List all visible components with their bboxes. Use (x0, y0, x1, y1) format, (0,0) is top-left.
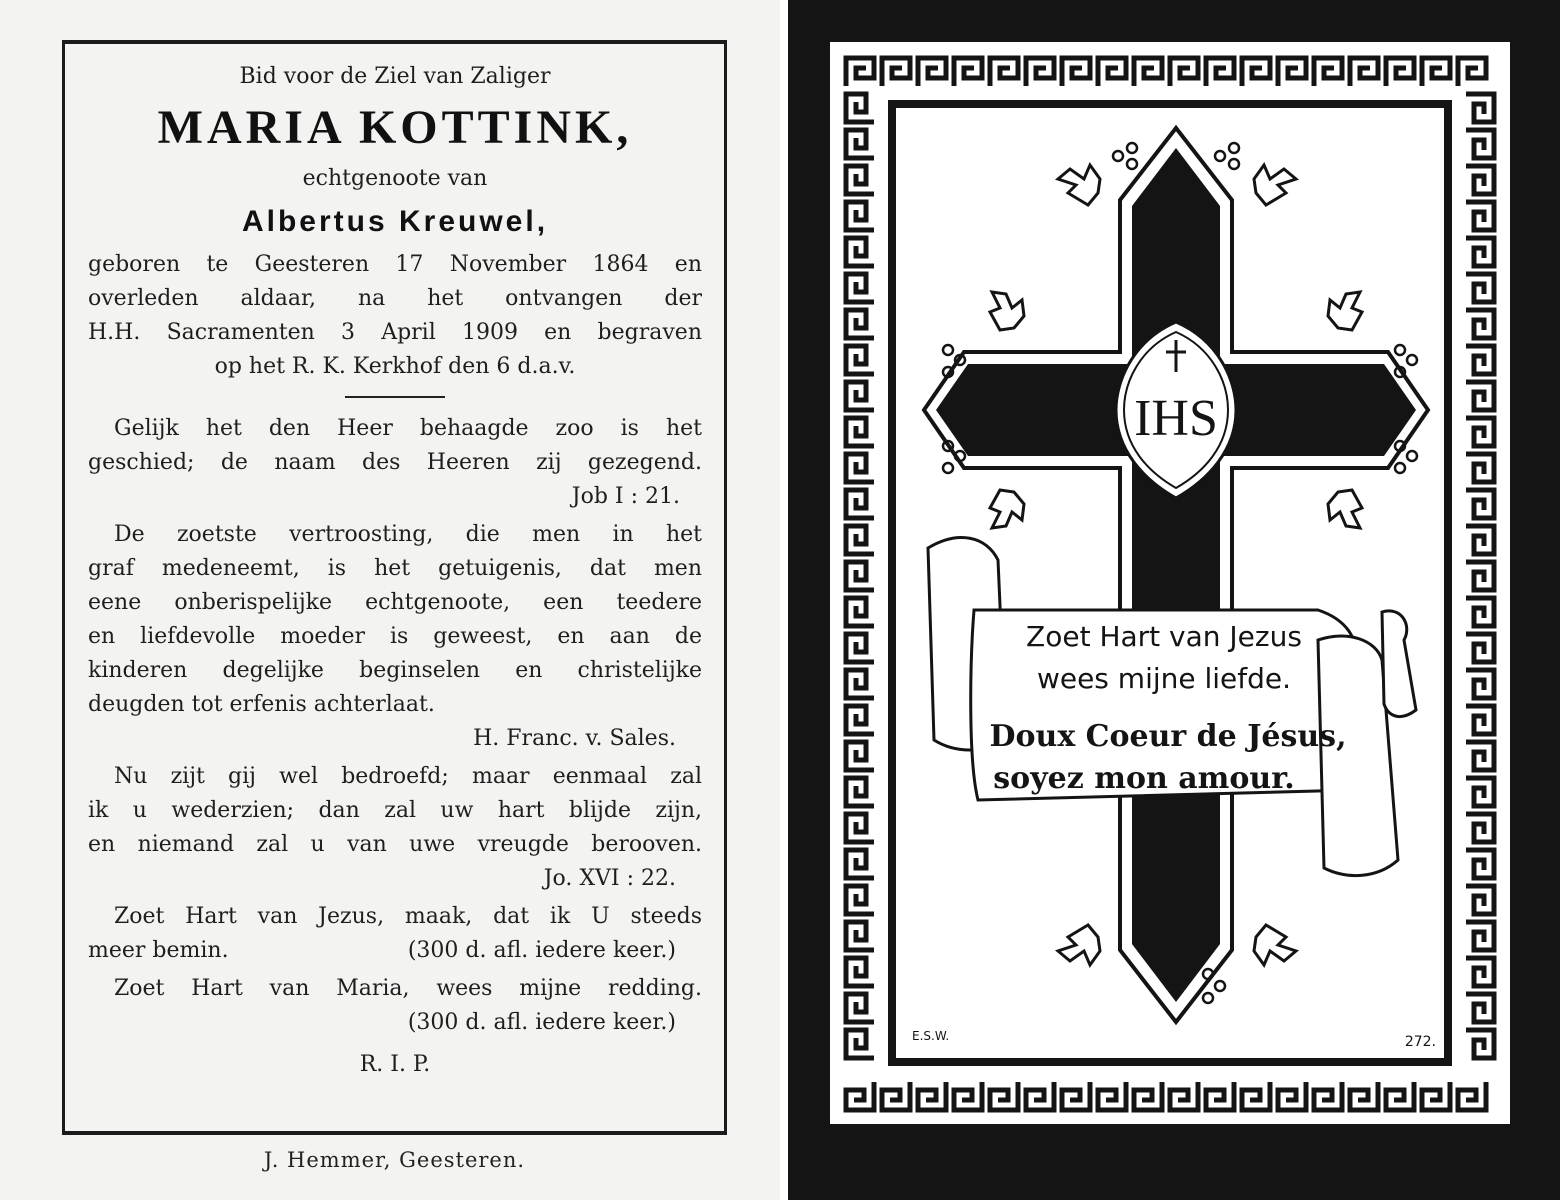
spouse-intro: echtgenoote van (302, 166, 488, 191)
devotional-illustration (788, 0, 1560, 1200)
banner-dutch-line-2: wees mijne liefde. (1036, 662, 1292, 695)
printer-credit: J. Hemmer, Geesteren. (263, 1148, 526, 1172)
quote-source: Jo. XVI : 22. (543, 866, 676, 891)
banner-dutch-line-1: Zoet Hart van Jezus (1026, 620, 1302, 653)
card-heading: Bid voor de Ziel van Zaliger (239, 64, 551, 89)
prayer-line (88, 934, 702, 968)
quote-sales (88, 518, 702, 756)
deceased-name: MARIA KOTTINK, (157, 101, 633, 154)
indulgence-note: (300 d. afl. iedere keer.) (407, 1010, 676, 1035)
quote-job (88, 412, 702, 514)
quote-line: geschied; de naam des Heeren zij gezegend. (88, 450, 702, 475)
quote-source: H. Franc. v. Sales. (473, 726, 676, 751)
biography (88, 248, 702, 384)
quote-source: Job I : 21. (571, 484, 680, 509)
prayer-line: Zoet Hart van Maria, wees mijne redding. (114, 976, 702, 1001)
bio-line: overleden aldaar, na het ontvangen der (88, 286, 702, 311)
prayer-line: Zoet Hart van Jezus, maak, dat ik U steeds (114, 904, 702, 929)
monogram: IHS (1134, 390, 1218, 447)
bio-line: op het R. K. Kerkhof den 6 d.a.v. (214, 354, 576, 379)
quote-john (88, 760, 702, 896)
prayer-tail: meer bemin. (88, 938, 229, 963)
quote-line: Gelijk het den Heer behaagde zoo is het (114, 416, 702, 441)
quote-line: graf medeneemt, is het getuigenis, dat men (88, 556, 702, 581)
quote-line: en liefdevolle moeder is geweest, en aan de (88, 624, 702, 649)
quote-line: Nu zijt gij wel bedroefd; maar eenmaal zal (114, 764, 702, 789)
banner-french-line-1: Doux Coeur de Jésus, (989, 719, 1347, 754)
quote-line: ik u wederzien; dan zal uw hart blijde zijn, (88, 798, 702, 823)
divider-rule (345, 396, 445, 398)
bio-line: H.H. Sacramenten 3 April 1909 en begraven (88, 320, 702, 345)
indulgence-note: (300 d. afl. iedere keer.) (407, 938, 676, 963)
spouse-name: Albertus Kreuwel, (241, 205, 549, 238)
quote-line: en niemand zal u van uwe vreugde berooven. (88, 832, 702, 857)
memorial-card-image-side (788, 0, 1560, 1200)
bio-line: geboren te Geesteren 17 November 1864 en (88, 252, 702, 277)
prayer-maria (88, 972, 702, 1040)
prayer-jesus (88, 900, 702, 968)
publisher-mark: E.S.W. (912, 1029, 950, 1043)
quote-line: kinderen degelijke beginselen en christelijke (88, 658, 702, 683)
plate-number: 272. (1404, 1034, 1436, 1050)
quote-line: De zoetste vertroosting, die men in het (114, 522, 702, 547)
quote-line: eene onberispelijke echtgenoote, een teedere (88, 590, 702, 615)
quote-line: deugden tot erfenis achterlaat. (88, 692, 435, 717)
card-text-body (88, 60, 702, 1082)
banner-french-line-2: soyez mon amour. (993, 761, 1295, 796)
rip-closing: R. I. P. (359, 1052, 431, 1077)
